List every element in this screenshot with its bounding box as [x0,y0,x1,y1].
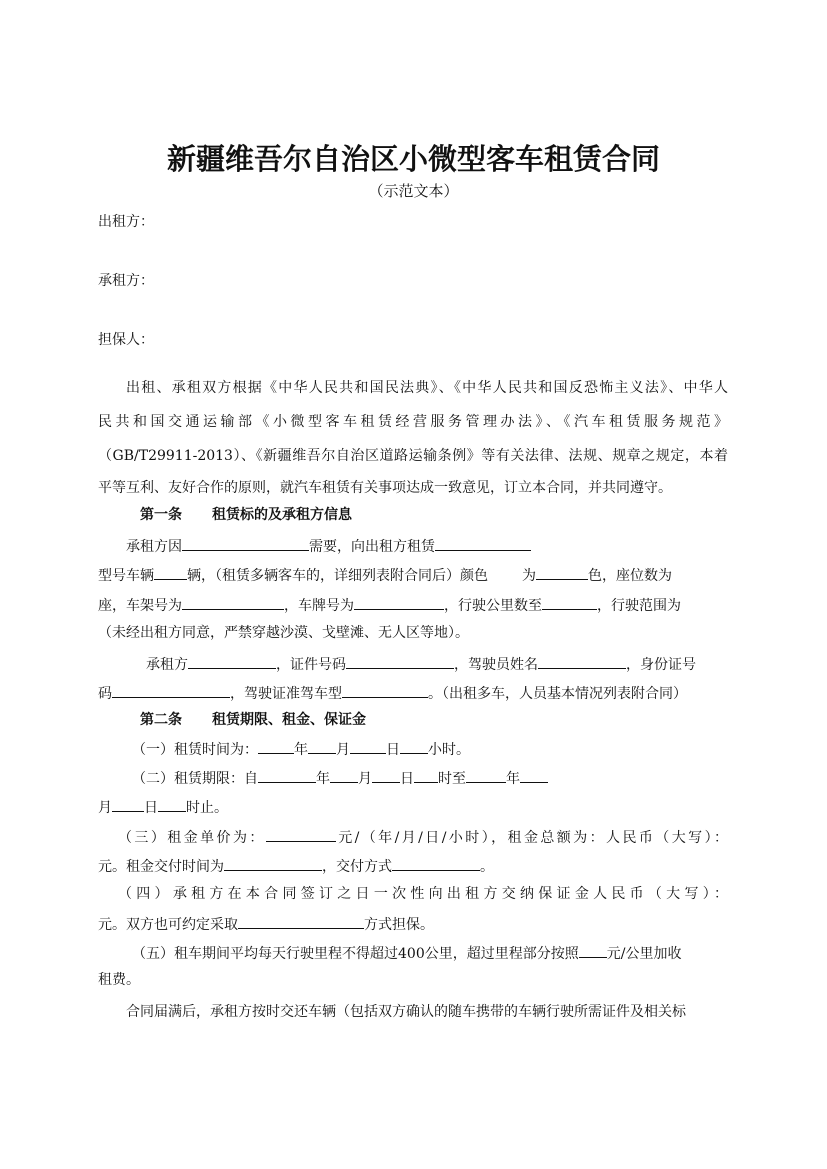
blank-end-day[interactable] [112,796,144,812]
article1-title: 租赁标的及承租方信息 [212,507,352,523]
article2-number: 第二条 [140,712,182,728]
blank-vehicle-brand[interactable] [435,535,531,551]
blank-payment-method[interactable] [392,855,480,871]
blank-extra-mileage-rate[interactable] [579,942,607,958]
blank-license-class[interactable] [342,682,428,698]
article2-item-4-line-1: （四）承租方在本合同签订之日一次性向出租方交纳保证金人民币（大写）： [118,886,728,902]
blank-term-hours[interactable] [400,738,428,754]
blank-term-months[interactable] [308,738,336,754]
lessee-label: 承租方： [98,273,154,289]
article2-title: 租赁期限、租金、保证金 [212,712,366,728]
document-subtitle: （示范文本） [368,182,459,200]
lessor-label: 出租方： [98,214,154,230]
article2-closing-line: 合同届满后，承租方按时交还车辆（包括双方确认的随车携带的车辆行驶所需证件及相关标 [126,1004,686,1020]
article2-item-4-line-2: 元。双方也可约定采取 方式担保。 [98,913,434,935]
blank-id-number[interactable] [346,653,454,669]
blank-plate-number[interactable] [354,594,444,610]
preamble-line-3: （GB/T29911-2013）、《新疆维吾尔自治区道路运输条例》等有关法律、法规、规章之规定，本着 [98,448,728,464]
article1-line-2: 型号车辆 辆，（租赁多辆客车的，详细列表附合同后）颜色 为 色，座位数为 [98,564,672,586]
blank-color[interactable] [536,564,588,580]
blank-lessee-name[interactable] [188,653,276,669]
blank-term-days[interactable] [350,738,386,754]
article1-number: 第一条 [140,507,182,523]
blank-end-hour[interactable] [158,796,186,812]
blank-guarantee-method[interactable] [238,913,364,929]
preamble-line-4: 平等互利、友好合作的原则，就汽车租赁有关事项达成一致意见，订立本合同，并共同遵守。 [98,480,672,496]
blank-end-year[interactable] [466,767,506,783]
blank-term-years[interactable] [258,738,294,754]
blank-start-day[interactable] [372,767,400,783]
article2-item-3-line-1: （三）租金单价为： 元/（年/月/日/小时），租金总额为：人民币（大写）： [118,826,728,848]
article2-item-1: （一）租赁时间为： 年 月 日 小时。 [132,738,470,760]
article1-line-3: 座，车架号为 ，车牌号为 ，行驶公里数至 ，行驶范围为 [98,594,681,616]
blank-end-month-upper[interactable] [520,767,548,783]
article2-item-2-line-2: 月 日 时止。 [98,796,228,818]
blank-mileage[interactable] [542,594,597,610]
preamble-line-1: 出租、承租双方根据《中华人民共和国民法典》、《中华人民共和国反恐怖主义法》、中华人 [126,380,728,396]
document-title: 新疆维吾尔自治区小微型客车租赁合同 [166,142,660,176]
article1-line-5: 承租方 ，证件号码 ，驾驶员姓名 ，身份证号 [146,653,696,675]
article1-line-1: 承租方因 需要，向出租方租赁 [126,535,531,557]
article2-item-3-line-2: 元。租金交付时间为 ，交付方式 。 [98,855,494,877]
blank-vehicle-count[interactable] [154,564,187,580]
blank-purpose[interactable] [182,535,309,551]
article2-heading [140,710,366,730]
blank-start-year[interactable] [258,767,316,783]
blank-vin[interactable] [182,594,284,610]
article2-item-2-line-1: （二）租赁期限：自 年 月 日 时至 年 [132,767,548,789]
preamble-line-2: 民共和国交通运输部《小微型客车租赁经营服务管理办法》、《汽车租赁服务规范》 [98,414,728,430]
article1-line-6: 码 ，驾驶证准驾车型 。（出租多车，人员基本情况列表附合同） [98,682,687,704]
blank-payment-time[interactable] [224,855,322,871]
blank-driver-id[interactable] [112,682,230,698]
article2-item-5-line-2: 租费。 [98,972,140,988]
guarantor-label: 担保人： [98,332,154,348]
blank-start-month[interactable] [330,767,358,783]
article1-line-4: （未经出租方同意，严禁穿越沙漠、戈壁滩、无人区等地）。 [98,625,469,641]
blank-start-hour[interactable] [414,767,438,783]
article1-heading [140,505,352,525]
blank-driver-name[interactable] [538,653,626,669]
blank-unit-rent[interactable] [266,826,336,842]
article2-item-5-line-1: （五）租车期间平均每天行驶里程不得超过400公里，超过里程部分按照 元/公里加收 [132,942,681,964]
